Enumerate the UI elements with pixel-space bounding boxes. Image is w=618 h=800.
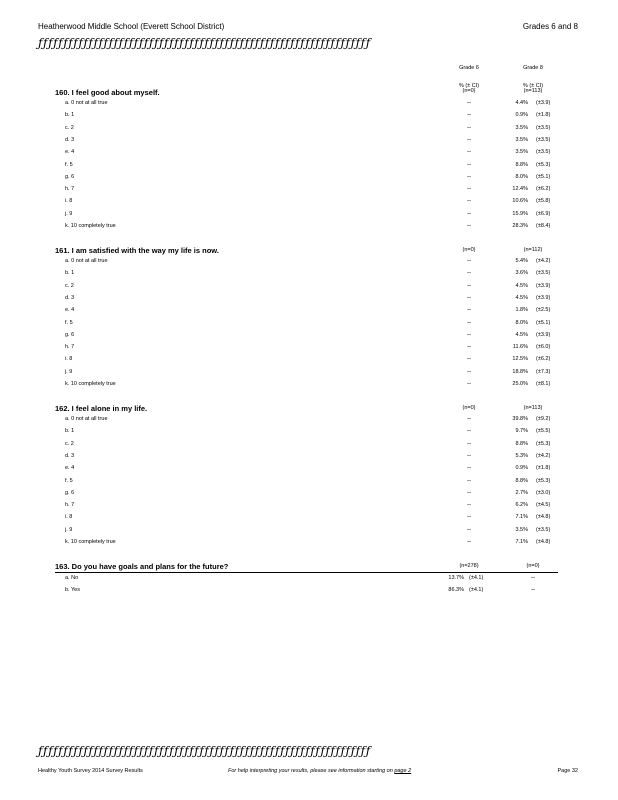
answer-option: c. 2: [65, 124, 74, 131]
answer-option: f. 5: [65, 477, 73, 484]
answer-option: k. 10 completely true: [65, 381, 116, 387]
grade8-ci: (±8.4): [536, 223, 551, 229]
question-title: 163. Do you have goals and plans for the future?: [55, 562, 229, 571]
question-title: 161. I am satisfied with the way my life is now.: [55, 246, 219, 255]
grade8-value: 25.0%: [512, 381, 528, 387]
answer-option: i. 8: [65, 198, 73, 205]
grade8-value: 28.3%: [512, 223, 528, 229]
grade8-value: 39.8%: [512, 416, 528, 422]
grade8-n: (n=112): [523, 247, 543, 253]
answer-option: d. 3: [65, 136, 75, 143]
grade8-value: 4.5%: [515, 282, 528, 289]
grade6-n: (n=0): [462, 247, 476, 253]
grade8-ci: (±4.5): [536, 502, 551, 509]
footer-help-text: [228, 768, 411, 774]
grade8-value: 0.9%: [515, 465, 528, 472]
grade6-value: --: [467, 173, 471, 180]
grade6-value: --: [467, 186, 471, 193]
grade6-pct-ci-header: % (± CI): [458, 83, 480, 89]
grade8-ci: (±3.0): [536, 489, 551, 496]
footer-decor-rule: ƒƒƒƒƒƒƒƒƒƒƒƒƒƒƒƒƒƒƒƒƒƒƒƒƒƒƒƒƒƒƒƒƒƒƒƒƒƒƒƒƒƒƒƒƒƒƒƒƒƒƒƒƒƒƒƒƒƒƒƒƒƒƒƒƒƒ: [38, 744, 371, 758]
grade6-header: Grade 6: [459, 65, 479, 71]
header-decor-rule: ƒƒƒƒƒƒƒƒƒƒƒƒƒƒƒƒƒƒƒƒƒƒƒƒƒƒƒƒƒƒƒƒƒƒƒƒƒƒƒƒƒƒƒƒƒƒƒƒƒƒƒƒƒƒƒƒƒƒƒƒƒƒƒƒƒƒ: [38, 36, 371, 50]
grade8-value: 9.7%: [515, 428, 528, 435]
grade6-value: --: [467, 502, 471, 509]
grade6-value: --: [467, 136, 471, 143]
grade8-n: (n=113): [523, 405, 543, 411]
grade6-value: --: [467, 112, 471, 119]
answer-option: h. 7: [65, 186, 75, 193]
grade8-value: 12.4%: [512, 186, 528, 193]
grade8-ci: (±3.5): [536, 136, 551, 143]
grade8-ci: (±3.9): [536, 282, 551, 289]
grade8-ci: (±7.3): [536, 368, 551, 375]
grade6-value: --: [467, 270, 471, 277]
grade8-ci: (±4.8): [536, 539, 551, 545]
grade8-ci: (±3.9): [536, 331, 551, 338]
grade8-ci: (±6.9): [536, 210, 551, 217]
grade6-value: --: [467, 124, 471, 131]
grade6-value: --: [467, 161, 471, 168]
grade6-ci: (±4.1): [469, 587, 484, 594]
grade8-value: 11.6%: [512, 344, 528, 351]
grade8-n: (n=0): [526, 563, 540, 569]
grade6-value: --: [467, 416, 471, 422]
grade6-value: --: [467, 465, 471, 472]
grade6-n: (n=0): [462, 88, 476, 94]
grade8-pct-ci-header: % (± CI): [522, 83, 544, 89]
grade8-ci: (±6.2): [536, 356, 551, 363]
answer-option: a. 0 not at all true: [65, 100, 108, 106]
grade8-ci: (±3.5): [536, 149, 551, 156]
grade8-ci: (±3.5): [536, 124, 551, 131]
answer-option: a. 0 not at all true: [65, 416, 108, 422]
grade6-n: (n=278): [459, 563, 479, 569]
answer-option: j. 9: [65, 368, 73, 375]
answer-option: i. 8: [65, 514, 73, 521]
grade8-value: 7.1%: [515, 539, 528, 545]
answer-option: b. 1: [65, 112, 75, 119]
grade8-ci: (±4.2): [536, 452, 551, 459]
grade6-value: --: [467, 489, 471, 496]
answer-option: b. Yes: [65, 587, 80, 594]
grade8-value: 4.5%: [515, 294, 528, 301]
grade8-value: 5.3%: [515, 452, 528, 459]
grade6-value: --: [467, 294, 471, 301]
grade6-value: --: [467, 149, 471, 156]
footer-survey-name: Healthy Youth Survey 2014 Survey Results: [38, 768, 143, 774]
grade8-value: 3.6%: [515, 270, 528, 277]
grade8-value: 8.0%: [515, 173, 528, 180]
grade8-ci: (±5.5): [536, 428, 551, 435]
grades-label: Grades 6 and 8: [522, 22, 578, 31]
grade6-value: --: [467, 198, 471, 205]
grade8-value: 1.8%: [515, 307, 528, 314]
answer-option: j. 9: [65, 526, 73, 533]
grade8-ci: (±1.8): [536, 112, 551, 119]
grade8-value: 6.2%: [515, 502, 528, 509]
grade8-n: (n=113): [523, 88, 543, 94]
grade8-value: 8.8%: [515, 440, 528, 447]
answer-option: j. 9: [65, 210, 73, 217]
answer-option: c. 2: [65, 440, 74, 447]
grade6-value: --: [467, 526, 471, 533]
grade8-ci: (±9.2): [536, 416, 551, 422]
grade8-value: 3.5%: [515, 149, 528, 156]
grade6-value: --: [467, 319, 471, 326]
grade8-ci: (±6.0): [536, 344, 551, 351]
answer-option: a. 0 not at all true: [65, 258, 108, 264]
grade8-ci: (±5.8): [536, 198, 551, 205]
grade8-header: Grade 8: [523, 65, 543, 71]
answer-option: h. 7: [65, 502, 75, 509]
answer-option: i. 8: [65, 356, 73, 363]
report-title: Heatherwood Middle School (Everett School District): [38, 22, 225, 31]
grade8-value: 12.5%: [512, 356, 528, 363]
grade8-ci: (±6.2): [536, 186, 551, 193]
grade8-value: 8.8%: [515, 161, 528, 168]
grade6-value: --: [467, 440, 471, 447]
answer-option: g. 6: [65, 489, 75, 496]
grade8-value: 7.1%: [515, 514, 528, 521]
grade8-ci: (±5.1): [536, 173, 551, 180]
grade6-n: (n=0): [462, 405, 476, 411]
footer-help-prefix: For help interpreting your results, please see information starting on: [228, 768, 393, 774]
grade6-value: --: [467, 100, 471, 106]
answer-option: h. 7: [65, 344, 75, 351]
grade6-ci: (±4.1): [469, 575, 484, 581]
question-title: 162. I feel alone in my life.: [55, 404, 148, 413]
grade8-value: 2.7%: [515, 489, 528, 496]
grade6-value: 86.3%: [448, 587, 464, 594]
grade8-ci: (±8.1): [536, 381, 551, 387]
answer-option: d. 3: [65, 294, 75, 301]
grade8-ci: (±3.9): [536, 294, 551, 301]
grade6-value: 13.7%: [448, 575, 464, 581]
answer-option: b. 1: [65, 270, 75, 277]
grade6-value: --: [467, 344, 471, 351]
grade8-value: --: [531, 575, 535, 581]
grade8-ci: (±5.3): [536, 477, 551, 484]
grade8-ci: (±5.1): [536, 319, 551, 326]
grade6-value: --: [467, 539, 471, 545]
grade8-ci: (±5.3): [536, 440, 551, 447]
grade8-value: 18.8%: [512, 368, 528, 375]
answer-option: e. 4: [65, 465, 75, 472]
grade6-value: --: [467, 210, 471, 217]
grade6-value: --: [467, 307, 471, 314]
grade8-ci: (±3.9): [536, 100, 551, 106]
answer-option: a. No: [65, 575, 79, 581]
grade8-value: 8.0%: [515, 319, 528, 326]
grade6-value: --: [467, 356, 471, 363]
grade6-value: --: [467, 223, 471, 229]
grade8-ci: (±1.8): [536, 465, 551, 472]
grade8-ci: (±3.5): [536, 526, 551, 533]
grade6-value: --: [467, 381, 471, 387]
answer-option: d. 3: [65, 452, 75, 459]
footer-page-number: Page 32: [557, 768, 578, 774]
grade8-ci: (±2.5): [536, 307, 551, 314]
grade8-value: --: [531, 587, 535, 594]
grade8-value: 3.5%: [515, 136, 528, 143]
grade8-value: 3.5%: [515, 526, 528, 533]
grade8-ci: (±4.8): [536, 514, 551, 521]
answer-option: f. 5: [65, 161, 73, 168]
grade6-value: --: [467, 368, 471, 375]
grade8-value: 8.8%: [515, 477, 528, 484]
grade8-ci: (±5.3): [536, 161, 551, 168]
answer-option: e. 4: [65, 149, 75, 156]
answer-option: b. 1: [65, 428, 75, 435]
answer-option: e. 4: [65, 307, 75, 314]
footer-page2-link[interactable]: page 2: [394, 768, 412, 774]
question-title: 160. I feel good about myself.: [55, 88, 160, 97]
grade8-value: 10.6%: [512, 198, 528, 205]
grade8-value: 0.9%: [515, 112, 528, 119]
grade6-value: --: [467, 477, 471, 484]
answer-option: g. 6: [65, 173, 75, 180]
grade8-value: 3.5%: [515, 124, 528, 131]
grade8-value: 4.4%: [515, 100, 528, 106]
answer-option: f. 5: [65, 319, 73, 326]
grade6-value: --: [467, 258, 471, 264]
answer-option: k. 10 completely true: [65, 539, 116, 545]
answer-option: g. 6: [65, 331, 75, 338]
answer-option: c. 2: [65, 282, 74, 289]
grade8-value: 4.5%: [515, 331, 528, 338]
grade6-value: --: [467, 331, 471, 338]
grade8-value: 15.9%: [512, 210, 528, 217]
grade8-value: 5.4%: [515, 258, 528, 264]
grade6-value: --: [467, 282, 471, 289]
grade8-ci: (±4.2): [536, 258, 551, 264]
grade8-ci: (±3.5): [536, 270, 551, 277]
question-divider: [55, 572, 558, 573]
answer-option: k. 10 completely true: [65, 223, 116, 229]
grade6-value: --: [467, 514, 471, 521]
grade6-value: --: [467, 428, 471, 435]
grade6-value: --: [467, 452, 471, 459]
